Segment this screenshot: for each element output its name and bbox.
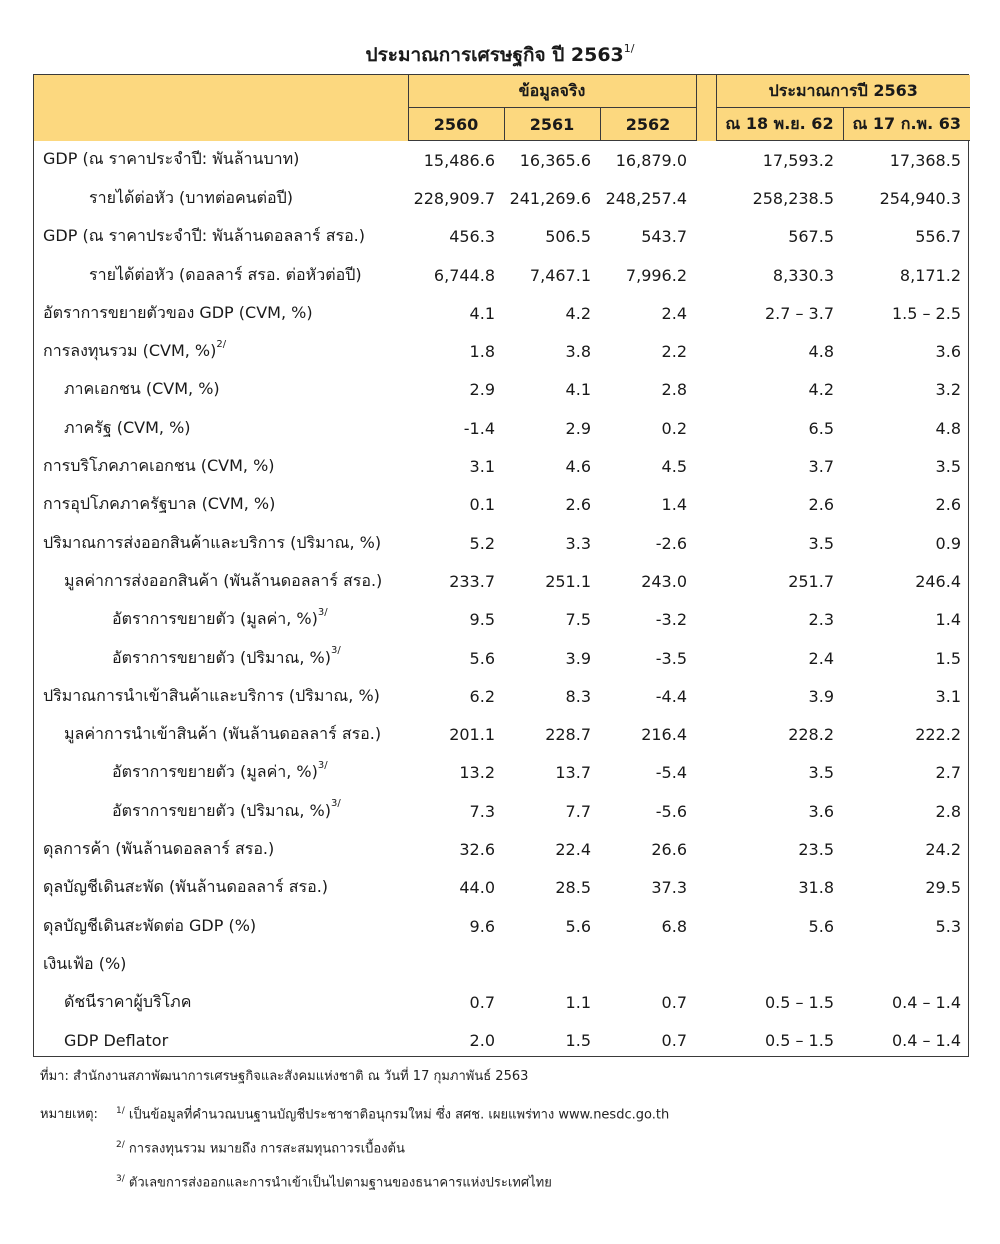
row-label-text: อัตราการขยายตัวของ GDP (CVM, %) [43, 302, 313, 322]
table-row [34, 562, 970, 600]
gap-cell [696, 601, 716, 639]
forecast-value-cell [716, 945, 843, 983]
row-label-text: ภาคเอกชน (CVM, %) [64, 379, 220, 399]
actual-value-cell: 6,744.8 [433, 265, 495, 285]
actual-value-cell: -3.2 [655, 610, 687, 630]
table-row [34, 256, 970, 294]
actual-value-cell: 2.4 [661, 303, 687, 323]
row-label [34, 1022, 408, 1060]
row-label [34, 256, 408, 294]
row-label-text: GDP (ณ ราคาประจำปี: พันล้านบาท) [43, 149, 300, 169]
actual-value-cell: 7,467.1 [529, 265, 591, 285]
row-label [34, 754, 408, 792]
actual-value-cell: 0.2 [661, 418, 687, 438]
header-gap [696, 75, 716, 141]
row-label [34, 141, 408, 180]
actual-value-cell: 228,909.7 [413, 188, 495, 208]
row-label-text: รายได้ต่อหัว (บาทต่อคนต่อปี) [89, 187, 293, 207]
row-label-text: อัตราการขยายตัว (ปริมาณ, %) [112, 647, 331, 667]
row-label [34, 601, 408, 639]
gap-cell [696, 524, 716, 562]
row-label-text: มูลค่าการส่งออกสินค้า (พันล้านดอลลาร์ สรอ.) [64, 570, 383, 590]
footnote-1 [40, 1100, 669, 1134]
actual-value-cell: 2.9 [469, 380, 495, 400]
forecast-value-cell: 251.7 [788, 571, 834, 591]
table-row [34, 409, 970, 447]
gap-cell [696, 754, 716, 792]
actual-value-cell: 0.7 [469, 993, 495, 1013]
actual-value-cell: 456.3 [449, 227, 495, 247]
forecast-value-cell: 0.5 – 1.5 [764, 1031, 834, 1051]
actual-value-cell: 5.6 [469, 648, 495, 668]
forecast-value-cell: 17,593.2 [762, 150, 834, 170]
footnote-3 [40, 1168, 669, 1202]
row-label [34, 830, 408, 868]
actual-value-cell: 9.6 [469, 916, 495, 936]
row-label [34, 409, 408, 447]
gap-cell [696, 179, 716, 217]
table-row [34, 754, 970, 792]
row-label-text: ดัชนีราคาผู้บริโภค [64, 992, 192, 1012]
row-label [34, 869, 408, 907]
row-footnote-marker: 3/ [330, 798, 341, 810]
gap-cell [696, 945, 716, 983]
footnote-marker: 1/ [116, 1106, 125, 1116]
row-footnote-marker: 3/ [330, 645, 341, 657]
actual-value-cell [600, 945, 696, 983]
forecast-value-cell: 31.8 [798, 878, 834, 898]
actual-value-cell: -3.5 [655, 648, 687, 668]
gap-cell [696, 792, 716, 830]
forecast-value-cell: 8,171.2 [899, 265, 961, 285]
row-label-text: ดุลบัญชีเดินสะพัด (พันล้านดอลลาร์ สรอ.) [43, 877, 329, 897]
actual-value-cell: 13.2 [459, 763, 495, 783]
table-row [34, 869, 970, 907]
actual-value-cell: 6.2 [469, 686, 495, 706]
forecast-value-cell: 2.6 [935, 495, 961, 515]
forecast-value-cell: 23.5 [798, 839, 834, 859]
table-row [34, 294, 970, 332]
forecast-value-cell: 2.6 [808, 495, 834, 515]
forecast-value-cell: 0.4 – 1.4 [891, 993, 961, 1013]
gap-cell [696, 869, 716, 907]
row-label [34, 945, 408, 983]
row-label-text: ปริมาณการส่งออกสินค้าและบริการ (ปริมาณ, %) [43, 532, 382, 552]
forecast-value-cell: 222.2 [915, 725, 961, 745]
actual-value-cell: 543.7 [641, 227, 687, 247]
actual-value-cell: 22.4 [555, 839, 591, 859]
forecast-value-cell: 246.4 [915, 571, 961, 591]
forecast-value-cell: 5.3 [935, 916, 961, 936]
actual-value-cell: 9.5 [469, 610, 495, 630]
row-label [34, 715, 408, 753]
actual-value-cell: -5.6 [655, 801, 687, 821]
row-label [34, 907, 408, 945]
table-row [34, 218, 970, 256]
actual-value-cell: 2.6 [565, 495, 591, 515]
forecast-value-cell: 3.9 [808, 686, 834, 706]
actual-value-cell: 44.0 [459, 878, 495, 898]
row-label [34, 218, 408, 256]
gap-cell [696, 715, 716, 753]
actual-value-cell: 0.1 [469, 495, 495, 515]
table-row [34, 447, 970, 485]
actual-value-cell: 7.7 [565, 801, 591, 821]
actual-value-cell: 216.4 [641, 725, 687, 745]
row-label-text: การลงทุนรวม (CVM, %) [43, 341, 217, 361]
actual-value-cell: 1.8 [469, 342, 495, 362]
table-body [34, 141, 970, 1061]
forecast-value-cell: 4.2 [808, 380, 834, 400]
gap-cell [696, 447, 716, 485]
row-label-text: การอุปโภคภาครัฐบาล (CVM, %) [43, 494, 276, 514]
row-label [34, 677, 408, 715]
forecast-value-cell [843, 945, 970, 983]
forecast-value-cell: 5.6 [808, 916, 834, 936]
forecast-value-cell: 2.7 – 3.7 [764, 303, 834, 323]
forecast-value-cell: 556.7 [915, 227, 961, 247]
actual-value-cell: 201.1 [449, 725, 495, 745]
forecast-value-cell: 2.7 [935, 763, 961, 783]
actual-value-cell: 5.2 [469, 533, 495, 553]
table-row [34, 601, 970, 639]
economic-forecast-table [33, 74, 969, 1057]
remark-label: หมายเหตุ: [40, 1107, 98, 1123]
row-label [34, 562, 408, 600]
source-note: ที่มา: สำนักงานสภาพัฒนาการเศรษฐกิจและสังคมแห่งชาติ ณ วันที่ 17 กุมภาพันธ์ 2563 [40, 1069, 529, 1084]
forecast-value-cell: 3.5 [808, 533, 834, 553]
row-label [34, 524, 408, 562]
forecast-value-cell: 2.8 [935, 801, 961, 821]
header-label-cell [34, 75, 408, 141]
actual-value-cell: 5.6 [565, 916, 591, 936]
gap-cell [696, 409, 716, 447]
forecast-value-cell: 6.5 [808, 418, 834, 438]
row-label-text: มูลค่าการนำเข้าสินค้า (พันล้านดอลลาร์ สรอ.) [64, 724, 382, 744]
row-label-text: อัตราการขยายตัว (มูลค่า, %) [112, 762, 318, 782]
actual-value-cell: 32.6 [459, 839, 495, 859]
actual-value-cell: 6.8 [661, 916, 687, 936]
forecast-value-cell: 1.5 – 2.5 [891, 303, 961, 323]
row-footnote-marker: 2/ [216, 338, 227, 350]
actual-value-cell: 15,486.6 [423, 150, 495, 170]
forecast-value-cell: 1.4 [935, 610, 961, 630]
actual-value-cell: -2.6 [655, 533, 687, 553]
header-year: 2561 [504, 108, 600, 141]
table-row [34, 715, 970, 753]
actual-value-cell: 248,257.4 [605, 188, 687, 208]
actual-value-cell [504, 945, 600, 983]
table-row [34, 907, 970, 945]
gap-cell [696, 218, 716, 256]
header-forecast-date: ณ 17 ก.พ. 63 [843, 108, 970, 141]
actual-value-cell: 1.1 [565, 993, 591, 1013]
forecast-value-cell: 567.5 [788, 227, 834, 247]
forecast-value-cell: 228.2 [788, 725, 834, 745]
footnote-marker: 3/ [116, 1174, 125, 1184]
forecast-value-cell: 0.5 – 1.5 [764, 993, 834, 1013]
actual-value-cell: 2.0 [469, 1031, 495, 1051]
actual-value-cell: -5.4 [655, 763, 687, 783]
forecast-value-cell: 17,368.5 [889, 150, 961, 170]
actual-value-cell: 7,996.2 [625, 265, 687, 285]
footnote-text: การลงทุนรวม หมายถึง การสะสมทุนถาวรเบื้องต้น [128, 1141, 405, 1157]
actual-value-cell: 37.3 [651, 878, 687, 898]
actual-value-cell: 3.9 [565, 648, 591, 668]
title-text: ประมาณการเศรษฐกิจ ปี 2563 [365, 44, 624, 66]
gap-cell [696, 562, 716, 600]
actual-value-cell: 28.5 [555, 878, 591, 898]
actual-value-cell: 228.7 [545, 725, 591, 745]
footnote-2 [40, 1134, 669, 1168]
forecast-value-cell: 8,330.3 [772, 265, 834, 285]
gap-cell [696, 486, 716, 524]
gap-cell [696, 256, 716, 294]
row-label-text: GDP Deflator [64, 1031, 169, 1051]
header-forecast-date: ณ 18 พ.ย. 62 [716, 108, 843, 141]
forecast-value-cell: 2.3 [808, 610, 834, 630]
actual-value-cell: 16,879.0 [615, 150, 687, 170]
row-label-text: ดุลบัญชีเดินสะพัดต่อ GDP (%) [43, 915, 257, 935]
table-row [34, 677, 970, 715]
actual-value-cell: 251.1 [545, 571, 591, 591]
row-label [34, 371, 408, 409]
row-label-text: รายได้ต่อหัว (ดอลลาร์ สรอ. ต่อหัวต่อปี) [89, 264, 362, 284]
actual-value-cell: 26.6 [651, 839, 687, 859]
forecast-value-cell: 3.2 [935, 380, 961, 400]
forecast-value-cell: 0.4 – 1.4 [891, 1031, 961, 1051]
table-row [34, 179, 970, 217]
actual-value-cell: 4.1 [469, 303, 495, 323]
row-label-text: เงินเฟ้อ (%) [43, 953, 127, 973]
title-footnote-marker: 1/ [623, 41, 635, 55]
gap-cell [696, 907, 716, 945]
table-row [34, 792, 970, 830]
table-row [34, 486, 970, 524]
row-label-text: การบริโภคภาคเอกชน (CVM, %) [43, 456, 275, 476]
actual-value-cell: 3.3 [565, 533, 591, 553]
row-label-text: อัตราการขยายตัว (ปริมาณ, %) [112, 800, 331, 820]
gap-cell [696, 371, 716, 409]
footnote-text: ตัวเลขการส่งออกและการนำเข้าเป็นไปตามฐานของธนาคารแห่งประเทศไทย [128, 1175, 552, 1191]
actual-value-cell: 2.2 [661, 342, 687, 362]
table-row [34, 830, 970, 868]
actual-value-cell: 241,269.6 [509, 188, 591, 208]
actual-value-cell: 16,365.6 [519, 150, 591, 170]
table-row [34, 332, 970, 370]
row-footnote-marker: 3/ [317, 760, 328, 772]
actual-value-cell: 8.3 [565, 686, 591, 706]
table-row [34, 141, 970, 180]
forecast-value-cell: 29.5 [925, 878, 961, 898]
actual-value-cell: 0.7 [661, 993, 687, 1013]
actual-value-cell: 2.9 [565, 418, 591, 438]
forecast-value-cell: 3.5 [808, 763, 834, 783]
forecast-value-cell: 4.8 [808, 342, 834, 362]
row-label [34, 294, 408, 332]
header-row-groups [34, 75, 970, 108]
row-label [34, 639, 408, 677]
actual-value-cell: -1.4 [463, 418, 495, 438]
gap-cell [696, 1022, 716, 1060]
row-label-text: ภาครัฐ (CVM, %) [64, 417, 191, 437]
header-year: 2560 [408, 108, 504, 141]
row-label [34, 486, 408, 524]
gap-cell [696, 332, 716, 370]
actual-value-cell: 4.1 [565, 380, 591, 400]
actual-value-cell: 4.6 [565, 457, 591, 477]
table-row [34, 945, 970, 983]
actual-value-cell: 233.7 [449, 571, 495, 591]
gap-cell [696, 294, 716, 332]
forecast-value-cell: 3.6 [935, 342, 961, 362]
forecast-value-cell: 3.1 [935, 686, 961, 706]
page-title [0, 40, 1000, 70]
actual-value-cell: 2.8 [661, 380, 687, 400]
forecast-value-cell: 3.5 [935, 457, 961, 477]
header-year: 2562 [600, 108, 696, 141]
actual-value-cell [408, 945, 504, 983]
forecast-value-cell: 3.7 [808, 457, 834, 477]
gap-cell [696, 639, 716, 677]
row-label [34, 447, 408, 485]
gap-cell [696, 830, 716, 868]
actual-value-cell: 13.7 [555, 763, 591, 783]
actual-value-cell: 0.7 [661, 1031, 687, 1051]
gap-cell [696, 141, 716, 180]
actual-value-cell: 4.5 [661, 457, 687, 477]
row-label [34, 984, 408, 1022]
row-label [34, 332, 408, 370]
forecast-value-cell: 0.9 [935, 533, 961, 553]
forecast-value-cell: 1.5 [935, 648, 961, 668]
actual-value-cell: 506.5 [545, 227, 591, 247]
row-label [34, 792, 408, 830]
gap-cell [696, 677, 716, 715]
actual-value-cell: 3.1 [469, 457, 495, 477]
table-row [34, 639, 970, 677]
header-actual-group: ข้อมูลจริง [408, 75, 696, 108]
actual-value-cell: -4.4 [655, 686, 687, 706]
table-row [34, 984, 970, 1022]
gap-cell [696, 984, 716, 1022]
row-label [34, 179, 408, 217]
footnote-text: เป็นข้อมูลที่คำนวณบนฐานบัญชีประชาชาติอนุกรมใหม่ ซึ่ง สศช. เผยแพร่ทาง www.nesdc.go.th [128, 1107, 670, 1123]
forecast-value-cell: 4.8 [935, 418, 961, 438]
actual-value-cell: 7.3 [469, 801, 495, 821]
actual-value-cell: 243.0 [641, 571, 687, 591]
forecast-value-cell: 2.4 [808, 648, 834, 668]
actual-value-cell: 1.5 [565, 1031, 591, 1051]
actual-value-cell: 1.4 [661, 495, 687, 515]
table-row [34, 524, 970, 562]
forecast-value-cell: 258,238.5 [752, 188, 834, 208]
actual-value-cell: 4.2 [565, 303, 591, 323]
footnotes [40, 1066, 669, 1202]
row-label-text: ดุลการค้า (พันล้านดอลลาร์ สรอ.) [43, 838, 275, 858]
table-row [34, 371, 970, 409]
forecast-value-cell: 3.6 [808, 801, 834, 821]
row-footnote-marker: 3/ [317, 606, 328, 618]
header-forecast-group: ประมาณการปี 2563 [716, 75, 970, 108]
footnote-marker: 2/ [116, 1140, 125, 1150]
row-label-text: ปริมาณการนำเข้าสินค้าและบริการ (ปริมาณ, %) [43, 685, 380, 705]
row-label-text: GDP (ณ ราคาประจำปี: พันล้านดอลลาร์ สรอ.) [43, 226, 366, 246]
forecast-value-cell: 254,940.3 [879, 188, 961, 208]
actual-value-cell: 7.5 [565, 610, 591, 630]
table-row [34, 1022, 970, 1060]
row-label-text: อัตราการขยายตัว (มูลค่า, %) [112, 609, 318, 629]
actual-value-cell: 3.8 [565, 342, 591, 362]
forecast-value-cell: 24.2 [925, 839, 961, 859]
